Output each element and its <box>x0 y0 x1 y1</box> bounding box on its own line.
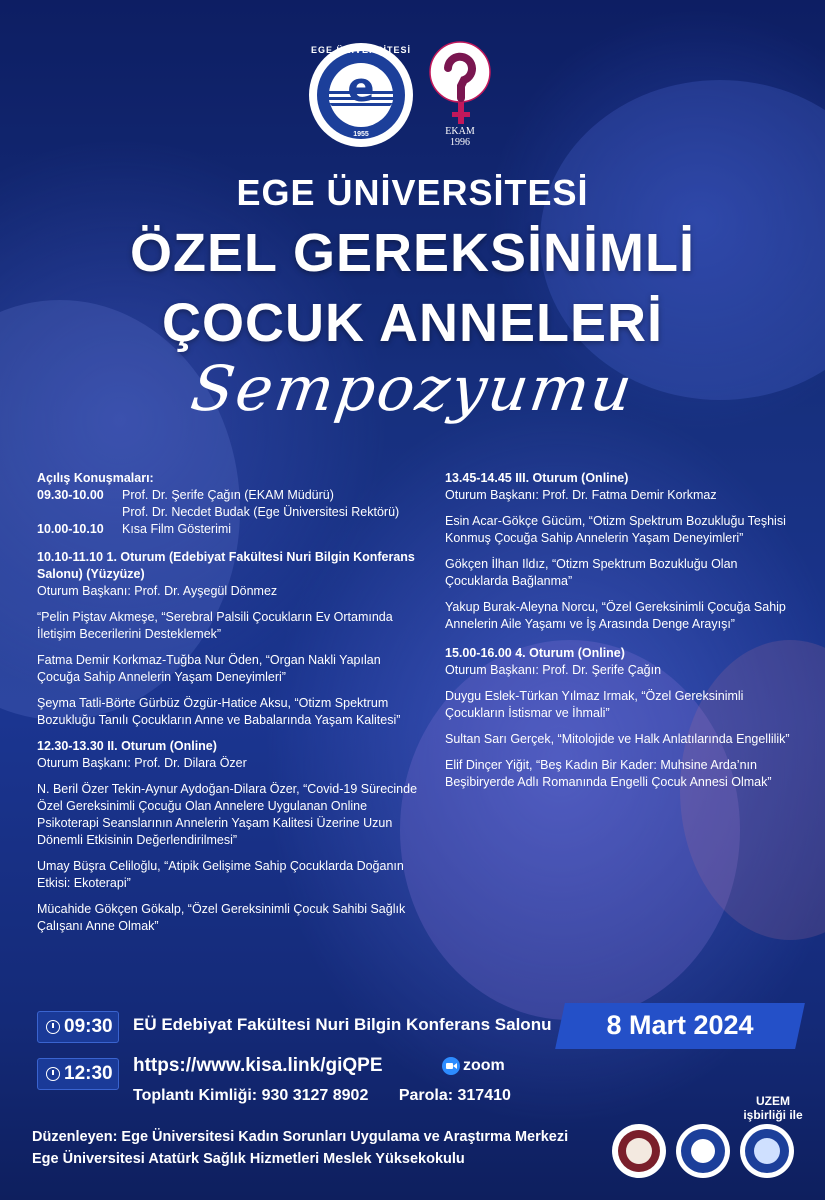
ege-university-logo: EGE ÜNİVERSİTESİ e 1955 <box>309 43 413 147</box>
talk-item: “Pelin Piştav Akmeşe, “Serebral Palsili Çocukların Ev Ortamında İletişim Becerilerini Desteklemek” <box>37 610 393 641</box>
talk-item: Esin Acar-Gökçe Gücüm, “Otizm Spektrum Bozukluğu Teşhisi Konmuş Çocuğa Sahip Annelerin Yaşam Deneyimleri” <box>445 514 786 545</box>
session1-chair: Oturum Başkanı: Prof. Dr. Ayşegül Dönmez <box>37 584 278 598</box>
online-time: 12:30 <box>64 1063 113 1084</box>
university-title: EGE ÜNİVERSİTESİ <box>236 172 589 213</box>
session4-heading: 15.00-16.00 4. Oturum (Online) <box>445 646 625 660</box>
logo-ring-text: EGE ÜNİVERSİTESİ <box>310 45 412 55</box>
meeting-password: Parola: 317410 <box>398 1087 511 1104</box>
talk-item: Mücahide Gökçen Gökalp, “Özel Gereksinimli Çocuk Sahibi Sağlık Çalışanı Anne Olmak” <box>37 902 406 933</box>
talk-item: Gökçen İlhan Ildız, “Otizm Spektrum Bozukluğu Olan Çocuklarda Bağlanma” <box>445 557 738 588</box>
talk-item: Elif Dinçer Yiğit, “Beş Kadın Bir Kader: Muhsine Arda’nın Beşibiryerde Adlı Romanında Engelli Çocuk Annesi Olmak” <box>445 758 772 789</box>
logo-year: 1955 <box>353 131 369 138</box>
talk-item: Umay Büşra Celiloğlu, “Atipik Gelişime Sahip Çocuklarda Doğanın Etkisi: Ekoterapi” <box>37 859 404 890</box>
symposium-script-title: Sempozyumu <box>186 352 639 425</box>
organizer-line: Ege Üniversitesi Atatürk Sağlık Hizmetleri Meslek Yüksekokulu <box>32 1151 465 1167</box>
schedule-time <box>37 504 122 521</box>
organizers <box>32 1126 568 1170</box>
session2-chair: Oturum Başkanı: Prof. Dr. Dilara Özer <box>37 756 247 770</box>
ekam-label <box>440 126 480 148</box>
ege-university-small-logo <box>676 1124 730 1178</box>
symposium-title-line2: ÇOCUK ANNELERİ <box>161 293 663 353</box>
symposium-title-line1: ÖZEL GEREKSİNİMLİ <box>129 223 696 283</box>
program-left-column <box>37 470 422 935</box>
ekam-year: 1996 <box>450 137 470 148</box>
schedule-text: Prof. Dr. Şerife Çağın (EKAM Müdürü) <box>122 488 334 502</box>
start-time-badge <box>37 1011 119 1043</box>
talk-item: Fatma Demir Korkmaz-Tuğba Nur Öden, “Organ Nakli Yapılan Çocuğa Sahip Annelerin Yaşam Deneyimleri” <box>37 653 381 684</box>
zoom-icon <box>442 1057 460 1075</box>
organizer-line: Düzenleyen: Ege Üniversitesi Kadın Sorunları Uygulama ve Araştırma Merkezi <box>32 1129 569 1145</box>
online-time-badge <box>37 1058 119 1090</box>
uzem-cooperation: işbirliği ile <box>743 1108 803 1122</box>
schedule-text: Prof. Dr. Necdet Budak (Ege Üniversitesi Rektörü) <box>122 505 400 519</box>
schedule-text: Kısa Film Gösterimi <box>122 522 232 536</box>
program-right-column <box>445 470 795 791</box>
talk-item: Sultan Sarı Gerçek, “Mitolojide ve Halk Anlatılarında Engellilik” <box>445 732 790 746</box>
clock-icon <box>46 1067 60 1081</box>
talk-item: N. Beril Özer Tekin-Aynur Aydoğan-Dilara Özer, “Covid-19 Sürecinde Özel Gereksinimli Çocuğu Olan Annelere Uygulanan Online Psikoterapi Seanslarının Annelerin Yaşam Kalitesi Üzerine Uzun Dönemli Etkisinin Değerlendirilmesi” <box>37 782 418 847</box>
schedule-row <box>37 521 422 538</box>
zoom-logo <box>442 1057 505 1075</box>
session3-chair: Oturum Başkanı: Prof. Dr. Fatma Demir Korkmaz <box>445 488 717 502</box>
meeting-credentials <box>133 1087 537 1105</box>
ekam-name: EKAM <box>445 126 475 137</box>
event-date: 8 Mart 2024 <box>606 1010 754 1040</box>
clock-icon <box>46 1020 60 1034</box>
talk-item: Şeyma Tatli-Börte Gürbüz Özgür-Hatice Aksu, “Otizm Spektrum Bozukluğu Tanılı Çocukların Anne ve Babalarında Yaşam Kalitesi” <box>37 696 401 727</box>
edebiyat-faculty-logo <box>612 1124 666 1178</box>
meeting-link[interactable]: https://www.kisa.link/giQPE <box>133 1055 383 1076</box>
session3-heading: 13.45-14.45 III. Oturum (Online) <box>445 471 629 485</box>
session1-heading: 10.10-11.10 1. Oturum (Edebiyat Fakültesi Nuri Bilgin Konferans Salonu) (Yüzyüze) <box>37 550 415 581</box>
uzem-name: UZEM <box>756 1094 790 1108</box>
talk-item: Duygu Eslek-Türkan Yılmaz Irmak, “Özel Gereksinimli Çocukların İstismar ve İhmali” <box>445 689 744 720</box>
talk-item: Yakup Burak-Aleyna Norcu, “Özel Gereksinimli Çocuğa Sahip Annelerin Aile Yaşamı ve İş Arasında Denge Arayışı” <box>445 600 786 631</box>
uzem-label <box>736 1094 810 1122</box>
opening-heading: Açılış Konuşmaları: <box>37 471 154 485</box>
start-time: 09:30 <box>64 1016 113 1037</box>
schedule-time: 09.30-10.00 <box>37 488 104 502</box>
uzem-logo <box>740 1124 794 1178</box>
schedule-time: 10.00-10.10 <box>37 522 104 536</box>
schedule-row <box>37 487 422 504</box>
schedule-row <box>37 504 422 521</box>
meeting-id: Toplantı Kimliği: 930 3127 8902 <box>133 1087 369 1104</box>
zoom-label: zoom <box>463 1057 505 1074</box>
session4-chair: Oturum Başkanı: Prof. Dr. Şerife Çağın <box>445 663 662 677</box>
session2-heading: 12.30-13.30 II. Oturum (Online) <box>37 739 217 753</box>
venue: EÜ Edebiyat Fakültesi Nuri Bilgin Konferans Salonu <box>133 1015 552 1034</box>
